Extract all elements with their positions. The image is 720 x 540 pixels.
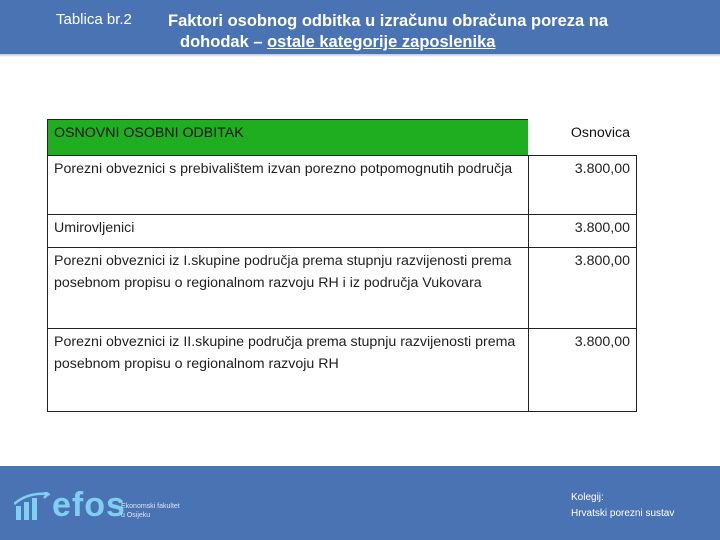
faculty-line-2: u Osijeku — [121, 512, 151, 519]
course-info — [571, 490, 674, 522]
row-value: 3.800,00 — [528, 329, 637, 412]
column-header-label: OSNOVNI OSOBNI ODBITAK — [48, 120, 529, 156]
header-shadow — [0, 54, 720, 57]
row-label: Porezni obveznici iz II.skupine područja prema stupnju razvijenosti prema posebnom propisu o regionalnom razvoju RH — [48, 329, 529, 412]
slide-title — [168, 11, 688, 53]
title-line-2-prefix: dohodak – — [180, 33, 268, 51]
table-row — [48, 248, 637, 329]
faculty-line-1: Ekonomski fakultet — [121, 503, 180, 510]
row-value: 3.800,00 — [528, 156, 637, 215]
efos-logo-icon — [14, 492, 50, 520]
row-label: Umirovljenici — [48, 215, 529, 248]
table-row — [48, 329, 637, 412]
table-header-row — [48, 120, 637, 156]
table-row — [48, 215, 637, 248]
slide-footer — [0, 466, 720, 540]
slide-header — [0, 0, 720, 54]
course-name: Hrvatski porezni sustav — [571, 508, 675, 519]
table-row — [48, 156, 637, 215]
title-line-1: Faktori osobnog odbitka u izračunu obračuna poreza na — [168, 12, 609, 30]
row-value: 3.800,00 — [528, 215, 637, 248]
table-number: Tablica br.2 — [56, 11, 132, 28]
course-label: Kolegij: — [571, 492, 604, 503]
deduction-table — [47, 119, 637, 412]
row-value: 3.800,00 — [528, 248, 637, 329]
faculty-name — [121, 502, 191, 520]
row-label: Porezni obveznici iz I.skupine područja prema stupnju razvijenosti prema posebnom propisu o regionalnom razvoju RH i iz područja Vukovara — [48, 248, 529, 329]
logo-text: efos — [52, 486, 126, 524]
title-line-2 — [168, 32, 688, 53]
column-header-value: Osnovica — [528, 120, 637, 156]
row-label: Porezni obveznici s prebivalištem izvan porezno potpomognutih područja — [48, 156, 529, 215]
title-line-2-underlined: ostale kategorije zaposlenika — [267, 33, 496, 51]
